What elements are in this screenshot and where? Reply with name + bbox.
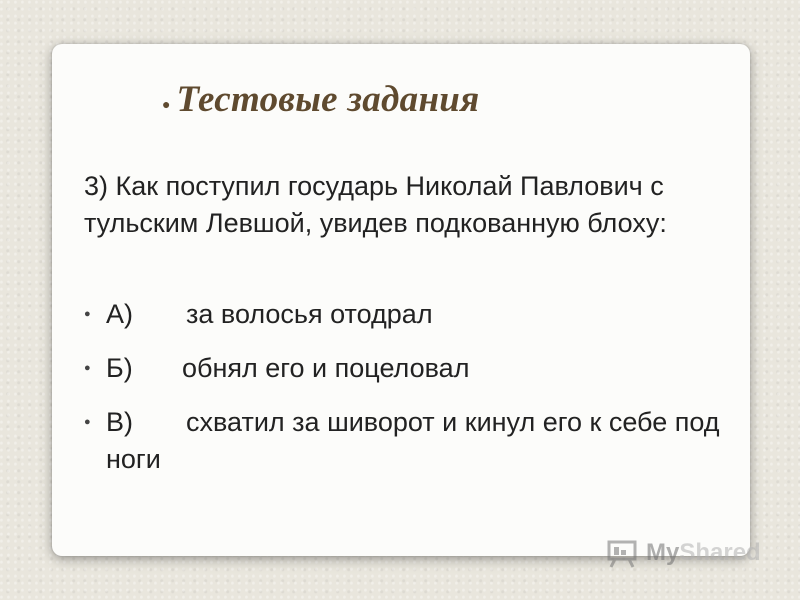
- option-text: схватил за шиворот и кинул его к себе под ноги: [106, 407, 720, 474]
- bullet-icon: ●: [84, 308, 91, 320]
- option-text: обнял его и поцеловал: [182, 353, 470, 383]
- presentation-board-icon: [606, 538, 642, 568]
- bullet-icon: ●: [84, 416, 91, 428]
- option-letter: В): [106, 407, 133, 437]
- myshared-watermark: [606, 538, 761, 568]
- question-text: 3) Как поступил государь Николай Павлович с тульским Левшой, увидев подкованную блоху:: [84, 171, 667, 238]
- bullet-icon: ●: [84, 362, 91, 374]
- slide-title: Тестовые задания: [176, 79, 480, 120]
- watermark-text-shared: Shared: [679, 539, 761, 566]
- option-letter: А): [106, 299, 133, 329]
- watermark-text-my: My: [646, 539, 680, 566]
- title-bullet-icon: ●: [162, 95, 171, 112]
- answer-option-b: [84, 350, 744, 387]
- option-text: за волосья отодрал: [186, 299, 433, 329]
- slide-title-row: [162, 78, 480, 121]
- answer-option-a: [84, 296, 744, 333]
- option-letter: Б): [106, 353, 133, 383]
- answer-option-c: [84, 404, 744, 478]
